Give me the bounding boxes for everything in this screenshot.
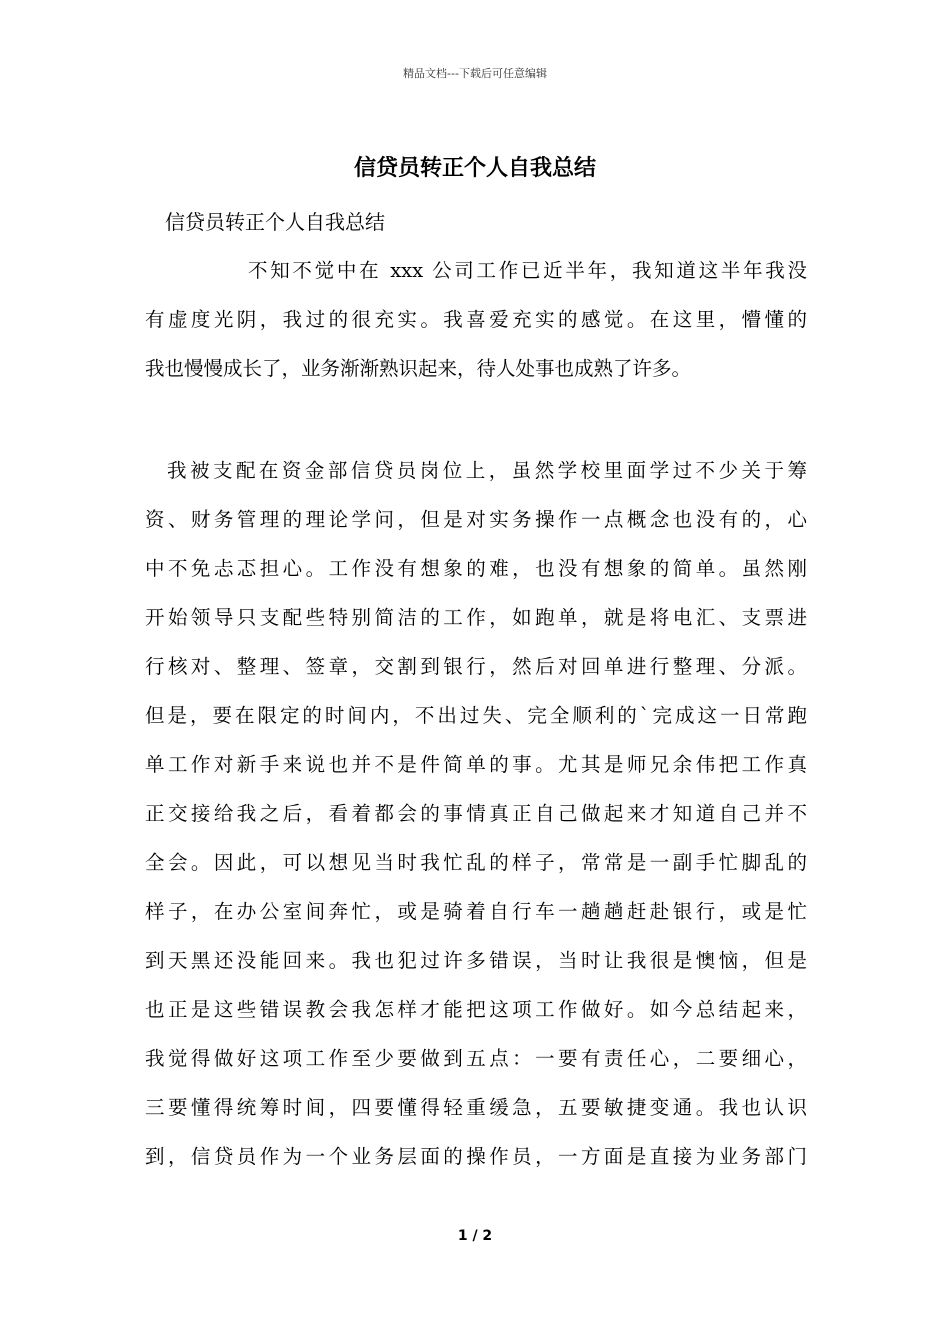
- paragraph-line: 我被支配在资金部信贷员岗位上，虽然学校里面学过不少关于筹: [167, 459, 807, 482]
- paragraph-body: [145, 446, 807, 1181]
- paragraph-line: 我也慢慢成长了，业务渐渐熟识起来，待人处事也成熟了许多。: [145, 357, 692, 380]
- paragraph-line: 不知不觉中在 xxx 公司工作已近半年，我知道这半年我没: [248, 259, 807, 282]
- paragraph-line: 到，信贷员作为一个业务层面的操作员，一方面是直接为业务部门: [145, 1145, 807, 1168]
- paragraph-line: 行核对、整理、签章，交割到银行，然后对回单进行整理、分派。: [145, 655, 807, 678]
- paragraph-line: 资、财务管理的理论学问，但是对实务操作一点概念也没有的，心: [145, 508, 807, 531]
- page-header: 精品文档---下载后可任意编辑: [403, 67, 547, 80]
- paragraph-intro: [145, 246, 807, 393]
- paragraph-line: 我觉得做好这项工作至少要做到五点：一要有责任心，二要细心，: [145, 1047, 807, 1070]
- paragraph-line: 开始领导只支配些特别简洁的工作，如跑单，就是将电汇、支票进: [145, 606, 807, 629]
- paragraph-line: 但是，要在限定的时间内，不出过失、完全顺利的`完成这一日常跑: [145, 704, 807, 727]
- document-subtitle: 信贷员转正个人自我总结: [165, 210, 385, 234]
- paragraph-line: 全会。因此，可以想见当时我忙乱的样子，常常是一副手忙脚乱的: [145, 851, 807, 874]
- paragraph-line: 中不免忐忑担心。工作没有想象的难，也没有想象的简单。虽然刚: [145, 557, 807, 580]
- page-number: 1 / 2: [457, 1228, 493, 1244]
- paragraph-line: 正交接给我之后，看着都会的事情真正自己做起来才知道自己并不: [145, 802, 807, 825]
- paragraph-line: 也正是这些错误教会我怎样才能把这项工作做好。如今总结起来，: [145, 998, 807, 1021]
- paragraph-line: 三要懂得统筹时间，四要懂得轻重缓急，五要敏捷变通。我也认识: [145, 1096, 807, 1119]
- document-title: 信贷员转正个人自我总结: [353, 155, 596, 181]
- paragraph-line: 有虚度光阴，我过的很充实。我喜爱充实的感觉。在这里，懵懂的: [145, 308, 807, 331]
- paragraph-line: 样子，在办公室间奔忙，或是骑着自行车一趟趟赶赴银行，或是忙: [145, 900, 807, 923]
- paragraph-line: 单工作对新手来说也并不是件简单的事。尤其是师兄余伟把工作真: [145, 753, 807, 776]
- paragraph-line: 到天黑还没能回来。我也犯过许多错误，当时让我很是懊恼，但是: [145, 949, 807, 972]
